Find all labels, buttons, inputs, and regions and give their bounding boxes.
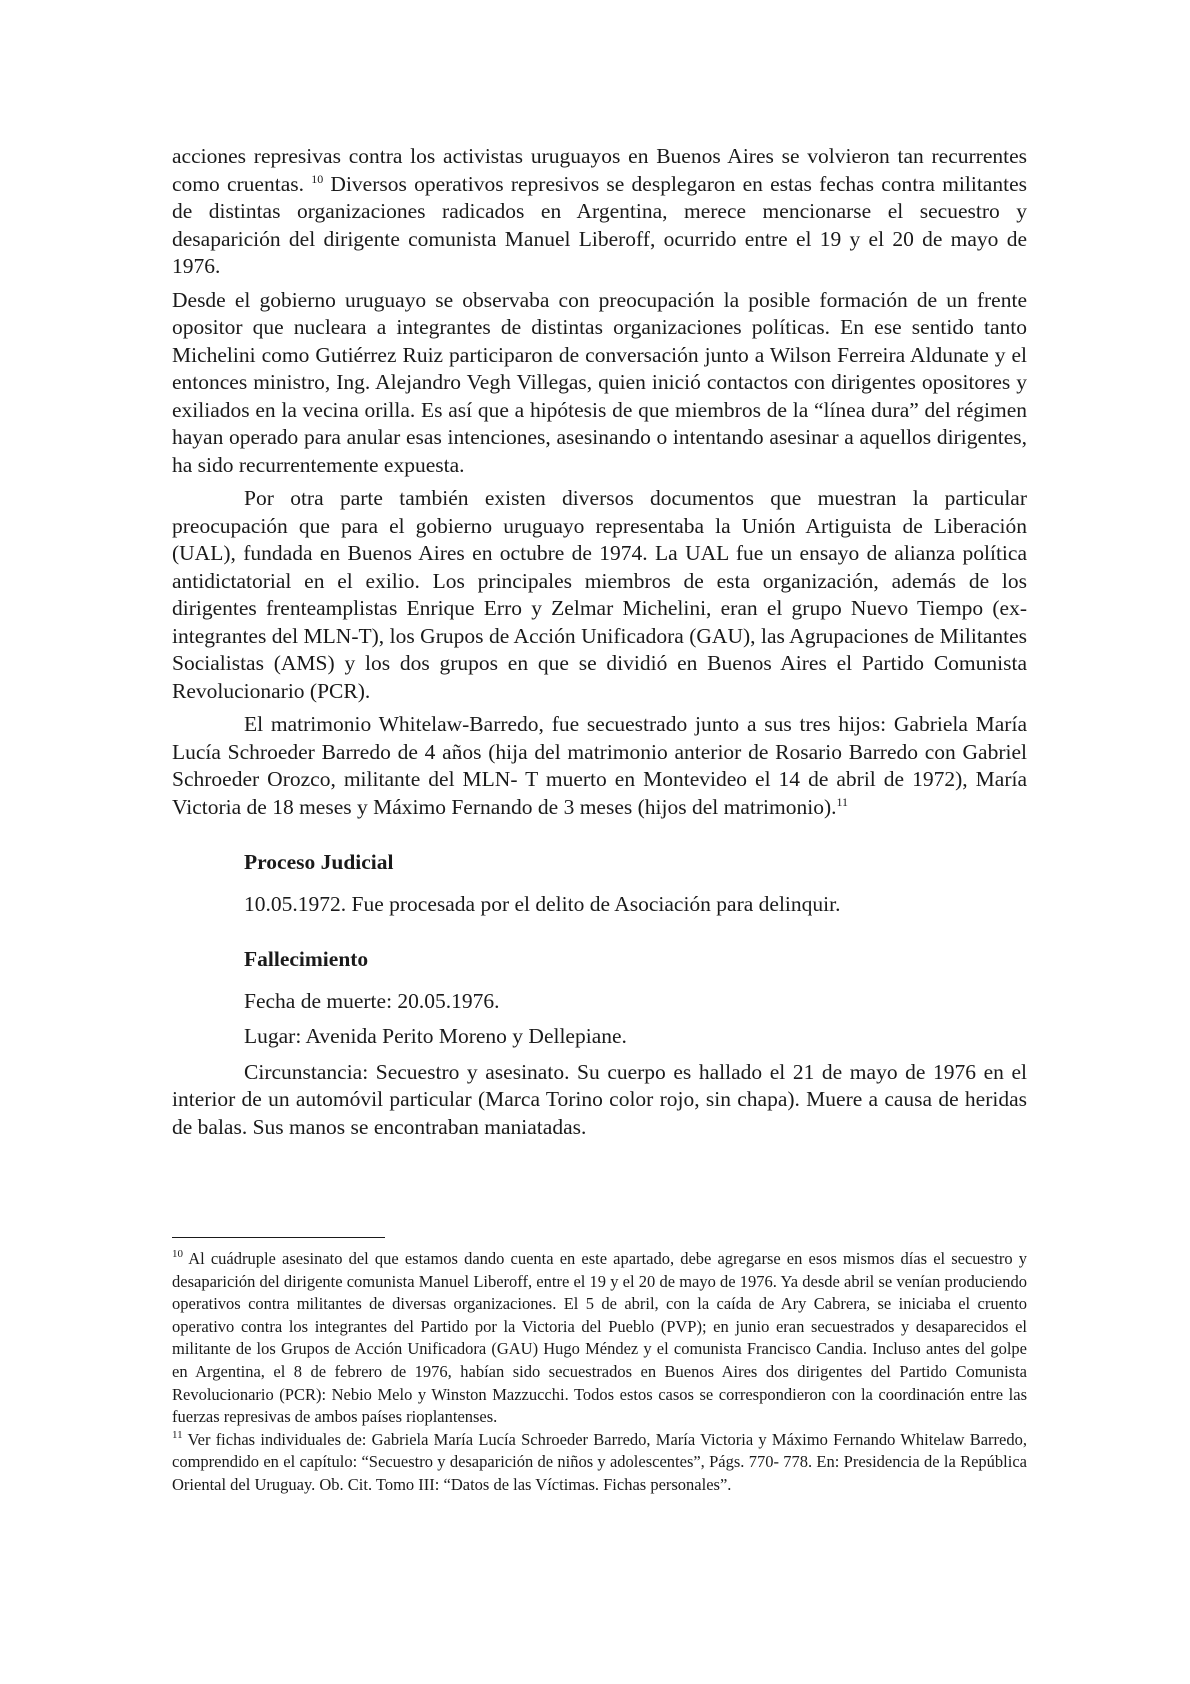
proceso-judicial-heading: Proceso Judicial [244, 850, 394, 874]
footnote-ref-10[interactable]: 10 [311, 171, 324, 186]
footnote-text: Ver fichas individuales de: Gabriela María Lucía Schroeder Barredo, María Victoria y Máximo Fernando Whitelaw Barredo, comprendido en el capítulo: “Secuestro y desaparición de niños y adolescentes”, Págs. 770- 778. En: Presidencia de la República Oriental del Uruguay. Ob. Cit. Tomo III: “Datos de las Víctimas. Fichas personales”. [172, 1429, 1027, 1494]
footnote-11 [172, 1429, 1027, 1497]
paragraph-1-text: acciones represivas contra los activistas uruguayos en Buenos Aires se volvieron tan recurrentes como cruentas. [172, 144, 1027, 196]
paragraph-1 [172, 143, 1027, 281]
footnotes [172, 1248, 1027, 1497]
footnote-text: Al cuádruple asesinato del que estamos dando cuenta en este apartado, debe agregarse en esos mismos días el secuestro y desaparición del dirigente comunista Manuel Liberoff, entre el 19 y el 20 de mayo de 1976. Ya desde abril se venían produciendo operativos contra militantes de diversas organizaciones. El 5 de abril, con la caída de Ary Cabrera, se iniciaba el cruento operativo contra los integrantes del Partido por la Victoria del Pueblo (PVP); en junio eran secuestrados y desaparecidos el militante de los Grupos de Acción Unificadora (GAU) Hugo Méndez y el comunista Francisco Candia. Incluso antes del golpe en Argentina, el 8 de febrero de 1976, habían sido secuestrados en Buenos Aires dos dirigentes del Partido Comunista Revolucionario (PCR): Nebio Melo y Winston Mazzucchi. Todos estos casos se correspondieron con la coordinación entre las fuerzas represivas de ambos países rioplantenses. [172, 1249, 1027, 1427]
footnote-number: 10 [172, 1248, 183, 1260]
lugar: Lugar: Avenida Perito Moreno y Dellepiane. [244, 1024, 627, 1048]
footnote-number: 11 [172, 1428, 183, 1441]
paragraph-1-continuation: Diversos operativos represivos se desplegaron en estas fechas contra militantes de distintas organizaciones radicados en Argentina, merece mencionarse el secuestro y desaparición del dirigente comunista Manuel Liberoff, ocurrido entre el 19 y el 20 de mayo de 1976. [172, 171, 1027, 278]
paragraph-3: Por otra parte también existen diversos documentos que muestran la particular preocupación que para el gobierno uruguayo representaba la Unión Artiguista de Liberación (UAL), fundada en Buenos Aires en octubre de 1974. La UAL fue un ensayo de alianza política antidictatorial en el exilio. Los principales miembros de esta organización, además de los dirigentes frenteamplistas Enrique Erro y Zelmar Michelini, eran el grupo Nuevo Tiempo (ex- integrantes del MLN-T), los Grupos de Acción Unificadora (GAU), las Agrupaciones de Militantes Socialistas (AMS) y los dos grupos en que se dividió en Buenos Aires el Partido Comunista Revolucionario (PCR). [172, 486, 1027, 703]
footnote-10 [172, 1248, 1027, 1429]
fallecimiento-heading: Fallecimiento [244, 947, 369, 971]
circunstancia: Circunstancia: Secuestro y asesinato. Su cuerpo es hallado el 21 de mayo de 1976 en el interior de un automóvil particular (Marca Torino color rojo, sin chapa). Muere a causa de heridas de balas. Sus manos se encontraban maniatadas. [172, 1059, 1027, 1139]
paragraph-4-text: El matrimonio Whitelaw-Barredo, fue secuestrado junto a sus tres hijos: Gabriela María Lucía Schroeder Barredo de 4 años (hija del matrimonio anterior de Rosario Barredo con Gabriel Schroeder Orozco, militante del MLN- T muerto en Montevideo el 14 de abril de 1972), María Victoria de 18 meses y Máximo Fernando de 3 meses (hijos del matrimonio). [172, 712, 1027, 819]
body-text [172, 143, 1027, 1147]
paragraph-2: Desde el gobierno uruguayo se observaba con preocupación la posible formación de un frente opositor que nucleara a integrantes de distintas organizaciones políticas. En ese sentido tanto Michelini como Gutiérrez Ruiz participaron de conversación junto a Wilson Ferreira Aldunate y el entonces ministro, Ing. Alejandro Vegh Villegas, quien inició contactos con dirigentes opositores y exiliados en la vecina orilla. Es así que a hipótesis de que miembros de la “línea dura” del régimen hayan operado para anular esas intenciones, asesinando o intentando asesinar a aquellos dirigentes, ha sido recurrentemente expuesta. [172, 287, 1027, 477]
footnote-ref-11[interactable]: 11 [836, 794, 849, 809]
footnote-separator [172, 1237, 385, 1238]
fecha-de-muerte: Fecha de muerte: 20.05.1976. [244, 988, 500, 1013]
paragraph-4 [172, 711, 1027, 821]
proceso-judicial-text: 10.05.1972. Fue procesada por el delito de Asociación para delinquir. [244, 891, 841, 916]
